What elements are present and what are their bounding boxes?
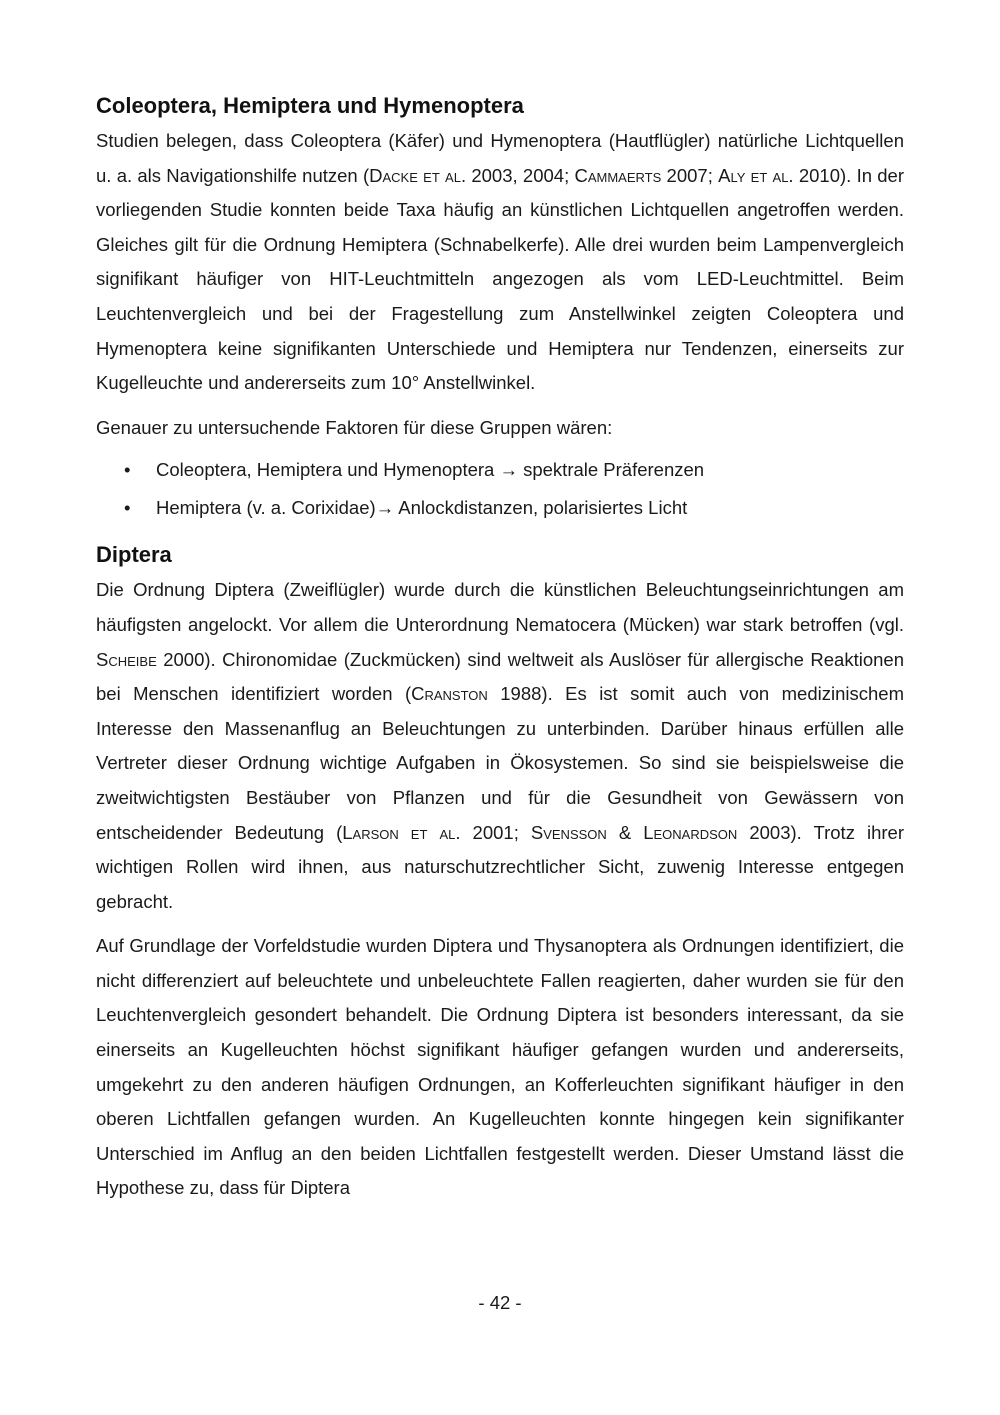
citation-aly: Aly et al. (718, 164, 794, 186)
citation-cammaerts: Cammaerts (574, 164, 662, 186)
bullet-icon: • (124, 497, 131, 519)
document-page (96, 88, 904, 1206)
citation-larson: Larson et al. (342, 821, 461, 843)
page-number: - 42 - (478, 1292, 522, 1313)
heading-diptera: Diptera (96, 542, 172, 568)
factors-list (96, 451, 904, 527)
list-item: • Hemiptera (v. a. Corixidae)→ Anlockdistanzen, polarisiertes Licht (96, 489, 904, 527)
citation-dacke: Dacke et al. (369, 164, 467, 186)
paragraph-coleoptera-intro: Studien belegen, dass Coleoptera (Käfer) und Hymenoptera (Hautflügler) natürliche Lichtquellen u. a. als Navigationshilfe nutzen (Dacke et al. 2003, 2004; Cammaerts 2007; Aly et al. 2010). In der vorliegenden Studie konnten beide Taxa häufig an künstlichen Lichtquellen angetroffen werden. Gleiches gilt für die Ordnung Hemiptera (Schnabelkerfe). Alle drei wurden beim Lampenvergleich signifikant häufiger von HIT-Leuchtmitteln angezogen als vom LED-Leuchtmittel. Beim Leuchtenvergleich und bei der Fragestellung zum Anstellwinkel zeigten Coleoptera und Hymenoptera keine signifikanten Unterschiede und Hemiptera nur Tendenzen, einerseits zur Kugelleuchte und andererseits zum 10° Anstellwinkel. (96, 130, 904, 394)
list-item: • Coleoptera, Hemiptera und Hymenoptera → spektrale Präferenzen (96, 451, 904, 489)
heading-coleoptera-hemiptera-hymenoptera: Coleoptera, Hemiptera und Hymenoptera (96, 93, 524, 118)
citation-leonardson: Leonardson (643, 821, 738, 843)
paragraph-diptera-vorfeldstudie: Auf Grundlage der Vorfeldstudie wurden Diptera und Thysanoptera als Ordnungen identifiziert, die nicht differenziert auf beleuchtete und unbeleuchtete Fallen reagierten, daher wurden sie für den Leuchtenvergleich gesondert behandelt. Die Ordnung Diptera ist besonders interessant, da sie einerseits an Kugelleuchten höchst signifikant häufiger gefangen wurden und andererseits, umgekehrt zu den anderen häufigen Ordnungen, an Kofferleuchten signifikant häufiger in den oberen Lichtfallen gefangen wurden. An Kugelleuchten konnte hingegen kein signifikanter Unterschied im Anflug an den beiden Lichtfallen festgestellt werden. Dieser Umstand lässt die Hypothese zu, dass für Diptera (96, 935, 904, 1199)
paragraph-factors-intro: Genauer zu untersuchende Faktoren für diese Gruppen wären: (96, 416, 613, 438)
citation-cranston: Cranston (411, 683, 488, 705)
paragraph-diptera-intro: Die Ordnung Diptera (Zweiflügler) wurde durch die künstlichen Beleuchtungseinrichtungen am häufigsten angelockt. Vor allem die Unterordnung Nematocera (Mücken) war stark betroffen (vgl. Scheibe 2000). Chironomidae (Zuckmücken) sind weltweit als Auslöser für allergische Reaktionen bei Menschen identifiziert worden (Cranston 1988). Es ist somit auch von medizinischem Interesse den Massenanflug an Beleuchtungen zu unterbinden. Darüber hinaus erfüllen alle Vertreter dieser Ordnung wichtige Aufgaben in Ökosystemen. So sind sie beispielsweise die zweitwichtigsten Bestäuber von Pflanzen und für die Gesundheit von Gewässern von entscheidender Bedeutung (Larson et al. 2001; Svensson & Leonardson 2003). Trotz ihrer wichtigen Rollen wird ihnen, aus naturschutzrechtlicher Sicht, zuwenig Interesse entgegen gebracht. (96, 579, 904, 912)
bullet-icon: • (124, 459, 131, 481)
citation-svensson: Svensson (530, 821, 607, 843)
citation-scheibe: Scheibe (96, 648, 157, 670)
